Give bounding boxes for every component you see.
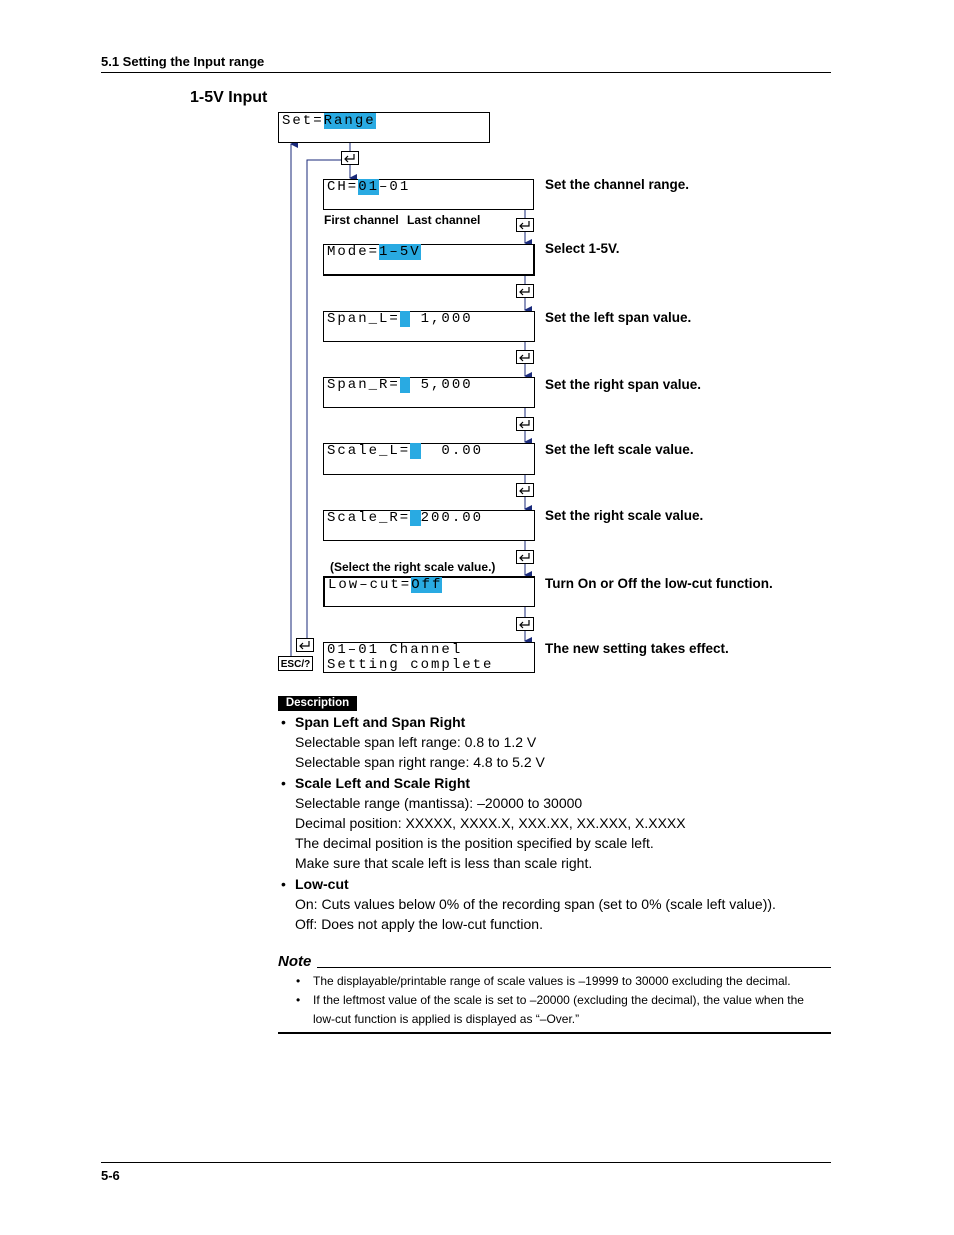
span-title: Span Left and Span Right (295, 714, 466, 730)
first-channel-label: First channel (324, 213, 399, 227)
description-badge: Description (278, 696, 357, 711)
enter-key-icon (516, 483, 534, 497)
scale-line: Decimal position: XXXXX, XXXX.X, XXX.XX, XX.XXX, X.XXXX (295, 815, 686, 831)
bullet-icon: • (281, 876, 286, 892)
scale-line: Make sure that scale left is less than scale right. (295, 855, 593, 871)
enter-key-icon (516, 284, 534, 298)
bullet-icon: • (296, 974, 301, 988)
note-item-continued: low-cut function is applied is displayed as “–Over.” (313, 1012, 580, 1026)
lowcut-prefix: Low–cut= (328, 577, 412, 593)
scale-r-value: 200.00 (420, 510, 484, 526)
scale-l-value: 0.00 (420, 443, 484, 459)
span-r-value: 5,000 (410, 377, 473, 393)
scale-title: Scale Left and Scale Right (295, 775, 471, 791)
scale-r-prefix: Scale_R= (327, 510, 411, 526)
lcd-scale-left (323, 443, 535, 475)
lcd-span-left (323, 311, 535, 342)
bullet-icon: • (281, 775, 286, 791)
note-bottom-rule (278, 1032, 831, 1034)
caption-channel: Set the channel range. (545, 177, 690, 192)
lcd-span-right (323, 377, 535, 408)
esc-key: ESC/? (278, 656, 313, 671)
enter-key-icon (516, 218, 534, 232)
set-prefix: Set= (282, 113, 324, 129)
ch-last: –01 (379, 179, 411, 195)
note-item: The displayable/printable range of scale values is –19999 to 30000 excluding the decimal. (313, 974, 791, 988)
note-rule (317, 967, 831, 968)
scale-line: The decimal position is the position specified by scale left. (295, 835, 654, 851)
mode-prefix: Mode= (327, 244, 380, 260)
section-title: 1-5V Input (190, 89, 268, 106)
lowcut-line: Off: Does not apply the low-cut function. (295, 916, 543, 932)
note-title: Note (278, 953, 312, 970)
lowcut-value: Off (411, 577, 443, 593)
enter-key-icon (516, 417, 534, 431)
ch-prefix: CH= (327, 179, 359, 195)
lcd-set-range (278, 112, 490, 143)
lcd-channel (323, 179, 534, 210)
mode-value: 1–5V (379, 244, 421, 260)
span-r-prefix: Span_R= (327, 377, 400, 393)
last-channel-label: Last channel (407, 213, 481, 227)
page-number: 5-6 (101, 1168, 120, 1183)
caption-mode: Select 1-5V. (545, 241, 620, 256)
set-value: Range (323, 113, 376, 129)
enter-key-icon (516, 350, 534, 364)
scale-line: Selectable range (mantissa): –20000 to 30000 (295, 795, 583, 811)
caption-span-left: Set the left span value. (545, 310, 692, 325)
scale-l-prefix: Scale_L= (327, 443, 411, 459)
enter-key-icon (296, 638, 314, 652)
caption-complete: The new setting takes effect. (545, 641, 729, 656)
running-header: 5.1 Setting the Input range (101, 54, 265, 69)
lcd-scale-right (323, 510, 535, 541)
caption-span-right: Set the right span value. (545, 377, 702, 392)
lowcut-note: (Select the right scale value.) (330, 560, 496, 574)
complete-line1: 01–01 Channel (327, 642, 463, 658)
enter-key-icon (341, 151, 359, 165)
lcd-low-cut (323, 576, 535, 607)
caption-scale-left: Set the left scale value. (545, 442, 694, 457)
span-l-value: 1,000 (410, 311, 473, 327)
lcd-mode (323, 244, 535, 276)
note-item: If the leftmost value of the scale is set to –20000 (excluding the decimal), the value when the (313, 993, 804, 1007)
caption-low-cut: Turn On or Off the low-cut function. (545, 576, 773, 591)
enter-key-icon (516, 617, 534, 631)
caption-scale-right: Set the right scale value. (545, 508, 704, 523)
lowcut-title: Low-cut (295, 876, 349, 892)
footer-rule (101, 1162, 831, 1163)
complete-line2: Setting complete (327, 657, 494, 673)
bullet-icon: • (281, 714, 286, 730)
ch-first: 01 (358, 179, 380, 195)
span-line: Selectable span left range: 0.8 to 1.2 V (295, 734, 537, 750)
bullet-icon: • (296, 993, 301, 1007)
enter-key-icon (516, 550, 534, 564)
span-line: Selectable span right range: 4.8 to 5.2 V (295, 754, 545, 770)
lowcut-line: On: Cuts values below 0% of the recording span (set to 0% (scale left value)). (295, 896, 776, 912)
lcd-setting-complete (323, 642, 535, 673)
span-l-prefix: Span_L= (327, 311, 400, 327)
